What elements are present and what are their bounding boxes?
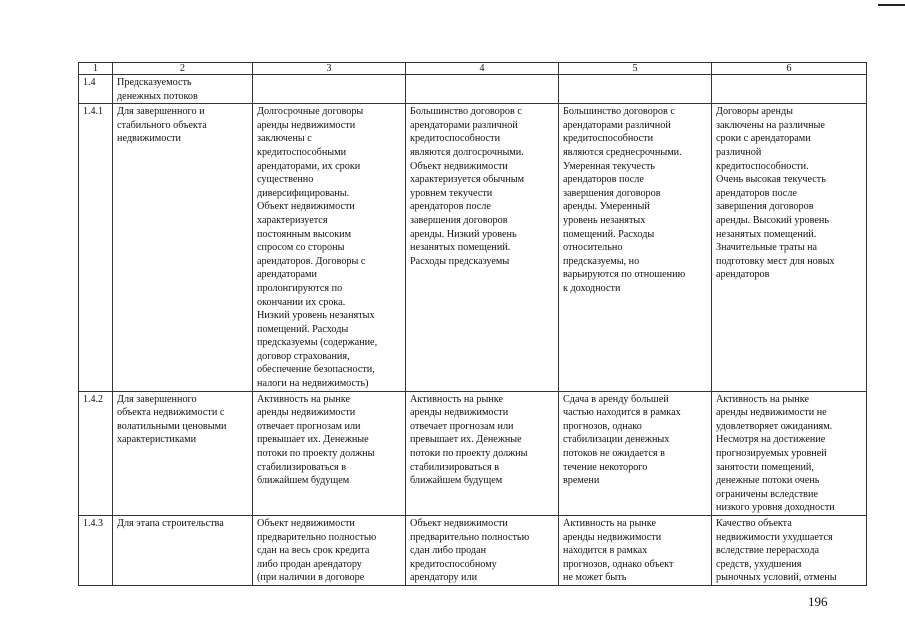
col-header: 6 xyxy=(712,63,867,75)
table-cell xyxy=(253,75,406,104)
row-title xyxy=(113,516,253,586)
col-header: 2 xyxy=(113,63,253,75)
corner-rule xyxy=(878,4,905,6)
table-cell xyxy=(406,75,559,104)
cell-text: Объект недвижимости предварительно полностью сдан либо продан кредитоспособному арендатору или xyxy=(410,518,530,584)
table-cell xyxy=(559,75,712,104)
cell-text: Качество объекта недвижимости ухудшается вследствие перерасхода средств, ухудшения рыночных условий, отмены xyxy=(716,518,837,584)
page-number: 196 xyxy=(808,594,828,609)
row-number: 1.4.3 xyxy=(79,516,113,586)
table-cell xyxy=(712,516,867,586)
cell-text: Предсказуемость денежных потоков xyxy=(117,77,198,102)
table-cell xyxy=(712,391,867,515)
table-cell xyxy=(559,516,712,586)
col-header: 4 xyxy=(406,63,559,75)
criteria-table xyxy=(78,62,867,586)
row-title xyxy=(113,104,253,391)
row-number: 1.4.2 xyxy=(79,391,113,515)
col-header: 3 xyxy=(253,63,406,75)
table-row xyxy=(79,75,867,104)
cell-text: Сдача в аренду большей частью находится в рамках прогнозов, однако стабилизации денежных потоков не ожидается в течение некоторого времени xyxy=(563,393,681,487)
row-number: 1.4 xyxy=(79,75,113,104)
table-cell xyxy=(559,391,712,515)
table-cell xyxy=(406,104,559,391)
header-row xyxy=(79,63,867,75)
table-row xyxy=(79,391,867,515)
cell-text: Долгосрочные договоры аренды недвижимости заключены с кредитоспособными арендаторами, их сроки существенно диверсифицированы. Объект недвижимости характеризуется постоянным высоким спросом со стороны арендаторов. Договоры с арендаторами пролонгируются по окончании их срока. Низкий уровень незанятых помещений. Расходы предсказуемы (содержание, договор страхования, обеспечение безопасности, налоги на недвижимость) xyxy=(257,106,378,390)
table-cell xyxy=(253,391,406,515)
cell-text: Для этапа строительства xyxy=(117,518,224,529)
cell-text: Активность на рынке аренды недвижимости отвечает прогнозам или превышает их. Денежные потоки по проекту должны стабилизироваться в ближайшем будущем xyxy=(257,393,375,487)
cell-text: Активность на рынке аренды недвижимости отвечает прогнозам или превышает их. Денежные потоки по проекту должны стабилизироваться в ближайшем будущем xyxy=(410,393,528,487)
row-title xyxy=(113,75,253,104)
cell-text: Большинство договоров с арендаторами различной кредитоспособности являются долгосрочными. Объект недвижимости характеризуется обычным уровнем текучести арендаторов после завершения договоров аренды. Низкий уровень незанятых помещений. Расходы предсказуемы xyxy=(410,106,525,267)
cell-text: Большинство договоров с арендаторами различной кредитоспособности являются среднесрочными. Умеренная текучесть арендаторов после завершения договоров аренды. Умеренный уровень незанятых помещений. Расходы относительно предсказуемы, но варьируются по отношению к доходности xyxy=(563,106,686,294)
table-cell xyxy=(406,391,559,515)
table-cell xyxy=(712,104,867,391)
table-cell xyxy=(406,516,559,586)
cell-text: Активность на рынке аренды недвижимости не удовлетворяет ожиданиям. Несмотря на достижение прогнозируемых уровней занятости помещений, денежные потоки очень ограничены вследствие низкого уровня доходности xyxy=(716,393,835,514)
cell-text: Договоры аренды заключены на различные сроки с арендаторами различной кредитоспособности. Очень высокая текучесть арендаторов после завершения договоров аренды. Высокий уровень незанятых помещений. Значительные траты на подготовку мест для новых арендаторов xyxy=(716,106,835,281)
col-header: 5 xyxy=(559,63,712,75)
row-number: 1.4.1 xyxy=(79,104,113,391)
table-cell xyxy=(712,75,867,104)
table-row xyxy=(79,104,867,391)
cell-text: Объект недвижимости предварительно полностью сдан на весь срок кредита либо продан арендатору (при наличии в договоре xyxy=(257,518,377,584)
table-cell xyxy=(253,104,406,391)
col-header: 1 xyxy=(79,63,113,75)
table-cell xyxy=(559,104,712,391)
table-cell xyxy=(253,516,406,586)
cell-text: Для завершенного объекта недвижимости с волатильными ценовыми характеристиками xyxy=(117,393,227,446)
cell-text: Для завершенного и стабильного объекта недвижимости xyxy=(117,106,207,145)
table-row xyxy=(79,516,867,586)
row-title xyxy=(113,391,253,515)
cell-text: Активность на рынке аренды недвижимости находится в рамках прогнозов, однако объект не может быть xyxy=(563,518,674,584)
